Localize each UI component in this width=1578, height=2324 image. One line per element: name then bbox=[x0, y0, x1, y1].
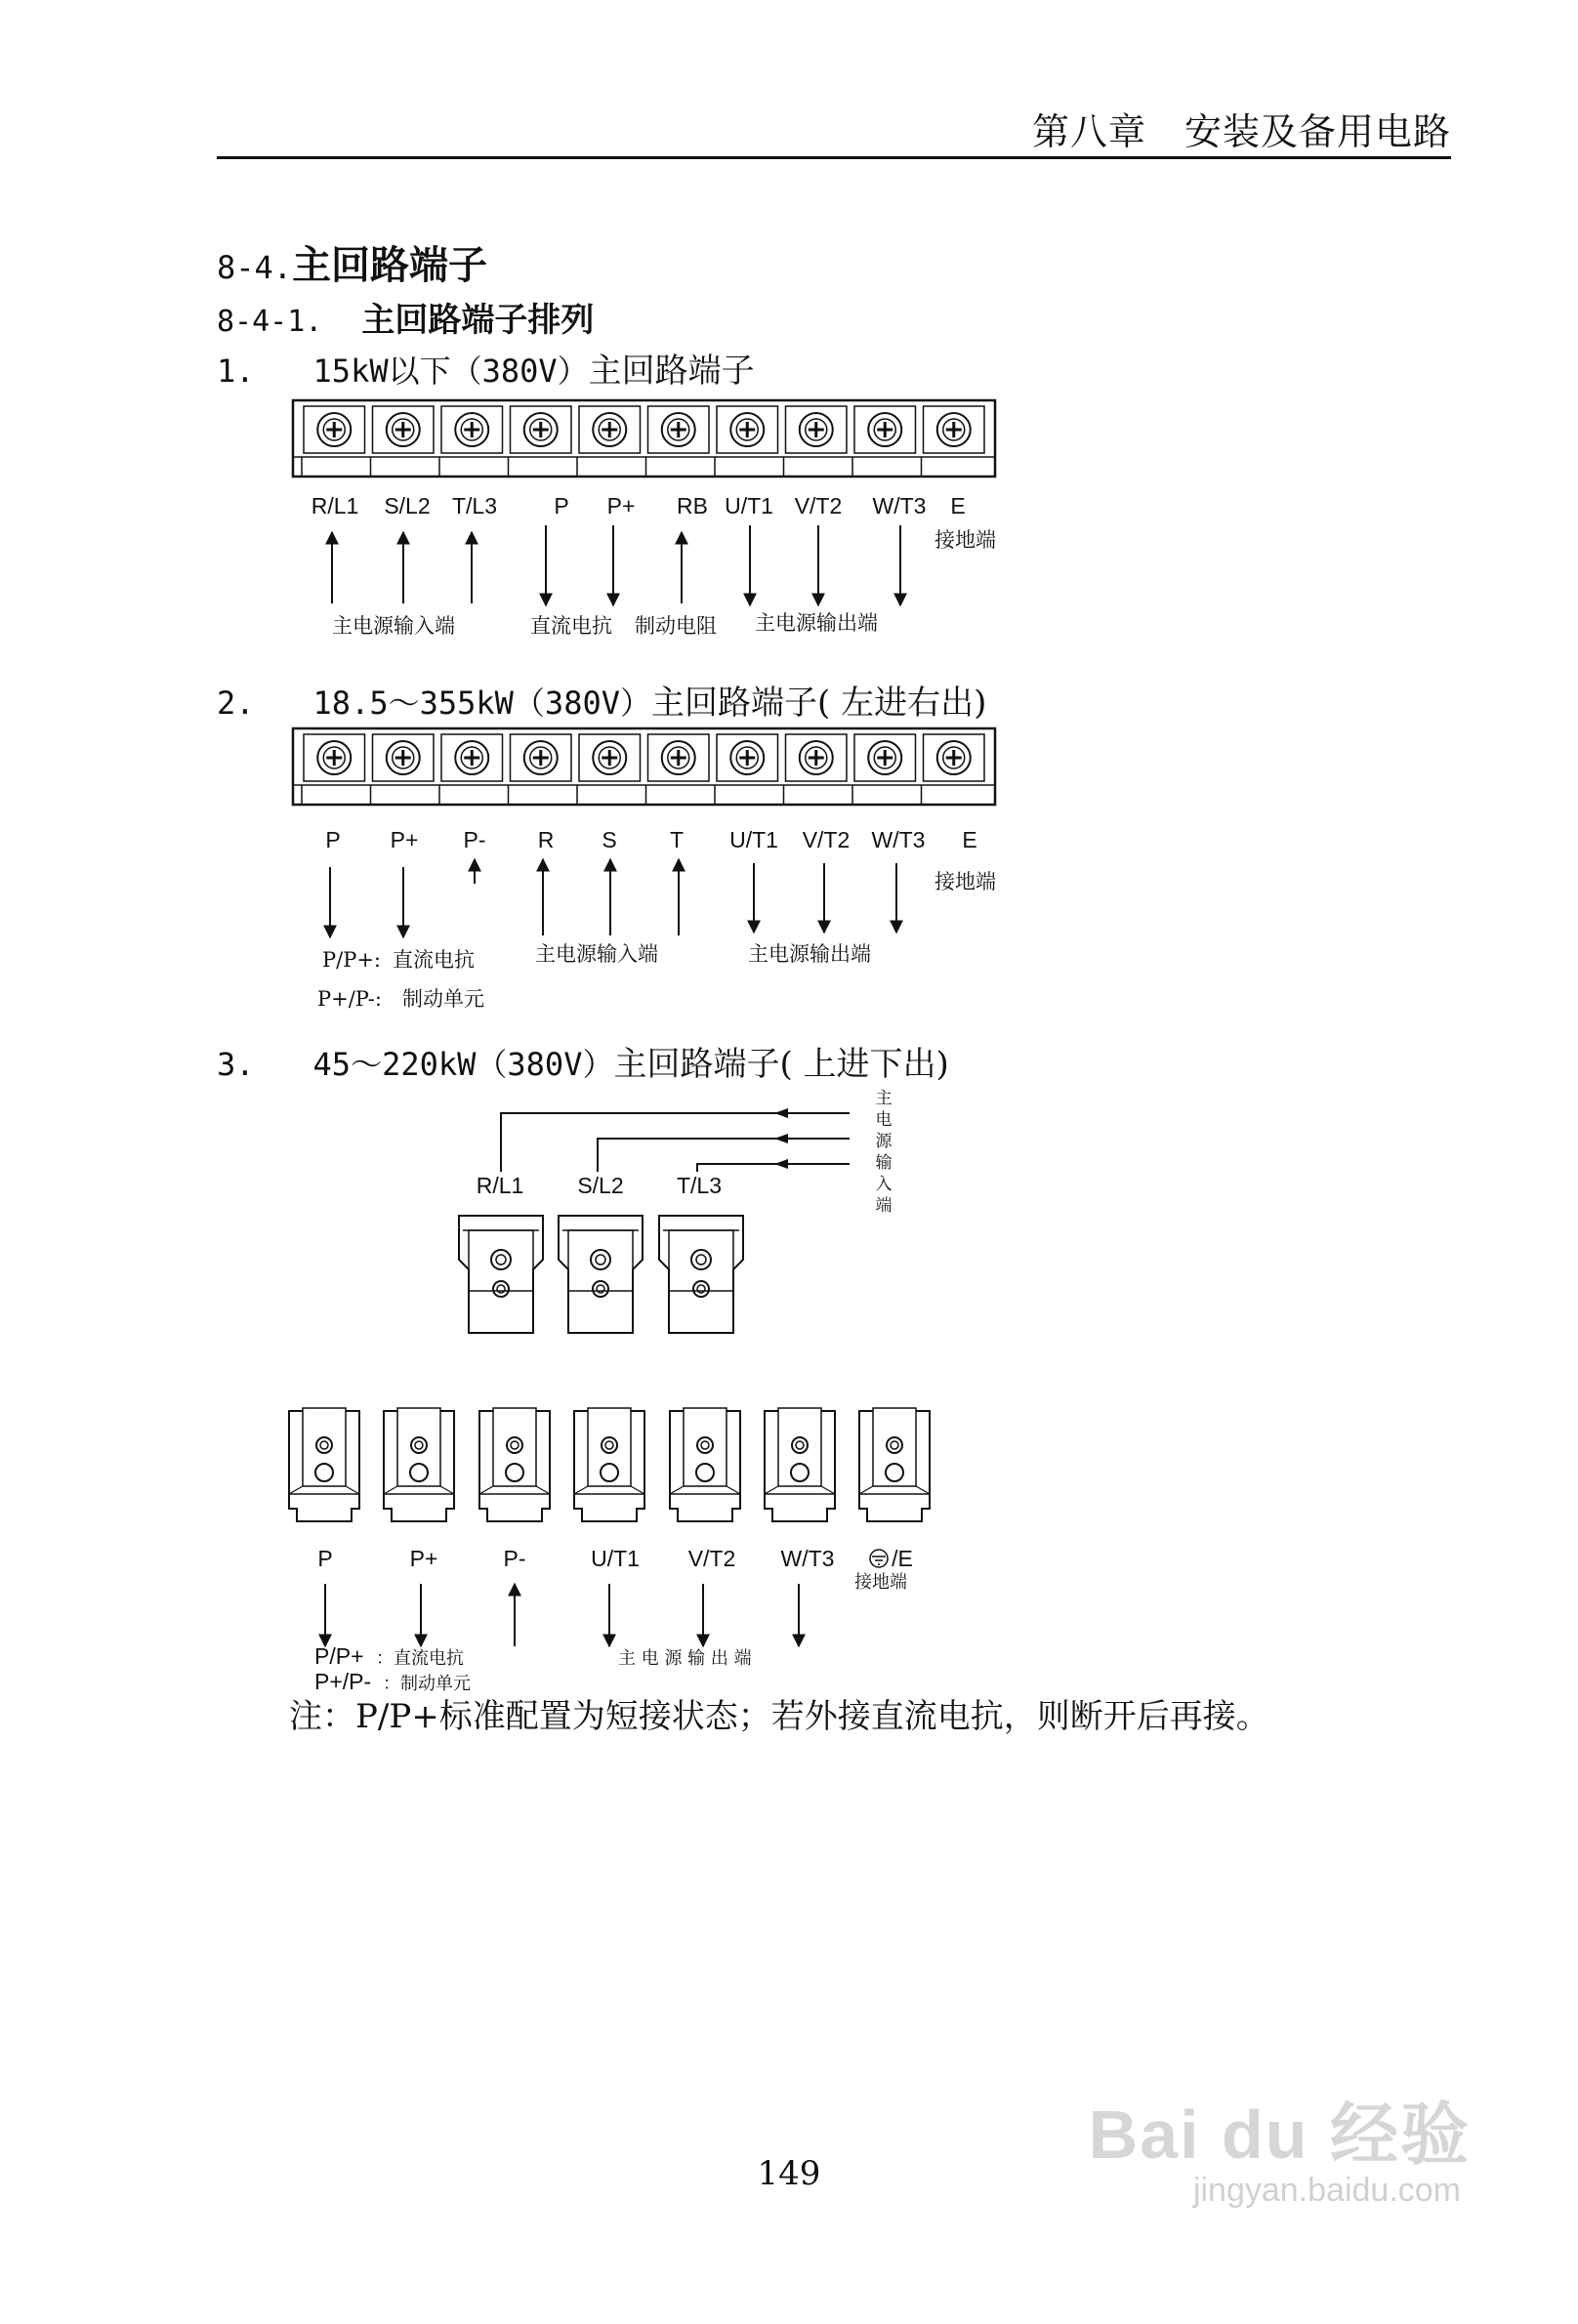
diagram2 bbox=[293, 728, 996, 1011]
diagram3-output-blocks bbox=[289, 1408, 930, 1521]
diagram1-terminal-label-1: S/L2 bbox=[384, 493, 431, 519]
diagram3-caption-pp: P/P+ bbox=[314, 1643, 364, 1669]
diagram3-caption-pm: P+/P- bbox=[314, 1669, 372, 1694]
input-vertical-char-2: 源 bbox=[875, 1132, 893, 1151]
diagram2-caption-pm: P+/P-: bbox=[317, 987, 382, 1011]
section-number: 8-4. bbox=[217, 249, 293, 286]
diagram1-caption-dc-reactor: 直流电抗 bbox=[530, 614, 612, 638]
diagram3-input-label-1: S/L2 bbox=[577, 1173, 624, 1198]
diagram2-caption-pp-text: 直流电抗 bbox=[393, 948, 475, 972]
subsection-title: 主回路端子排列 bbox=[361, 301, 595, 340]
diagram3-input-blocks bbox=[459, 1216, 743, 1333]
diagram2-terminal-strip bbox=[293, 728, 995, 805]
diagram2-ground-label: 接地端 bbox=[934, 870, 996, 893]
diagram1-number: 1. bbox=[217, 353, 255, 390]
output-terminal-block bbox=[859, 1408, 930, 1521]
diagram2-terminal-label-5: T bbox=[669, 827, 685, 852]
diagram3-output-label-5: W/T3 bbox=[780, 1546, 835, 1571]
subsection-number: 8-4-1. bbox=[217, 305, 323, 339]
diagram3-caption-pm-text: ：制动单元 bbox=[383, 1674, 471, 1694]
diagram1-terminal-label-0: R/L1 bbox=[311, 493, 359, 519]
diagram2-caption-output: 主电源输出端 bbox=[748, 942, 871, 966]
diagram2-heading-prefix: 18.5～355kW（380V） bbox=[312, 685, 651, 722]
diagram1-heading-prefix: 15kW以下（380V） bbox=[312, 353, 589, 390]
diagram3-output-label-1: P+ bbox=[409, 1546, 438, 1571]
output-terminal-block bbox=[289, 1408, 359, 1521]
input-vertical-char-0: 主 bbox=[875, 1089, 893, 1108]
input-terminal-block bbox=[559, 1216, 643, 1333]
diagram1-caption-brake-resistor: 制动电阻 bbox=[635, 614, 717, 638]
diagram3-ground-terminal: /E bbox=[892, 1546, 913, 1571]
section-title: 主回路端子 bbox=[292, 242, 488, 288]
diagram2-caption-input: 主电源输入端 bbox=[535, 942, 658, 966]
page-number: 149 bbox=[757, 2154, 821, 2193]
feed-arrow-s bbox=[774, 1134, 788, 1143]
diagram2-terminal-label-7: V/T2 bbox=[802, 827, 851, 852]
input-vertical-char-4: 入 bbox=[875, 1175, 893, 1194]
diagram2-terminal-label-4: S bbox=[602, 827, 617, 852]
diagram1-arrows bbox=[332, 525, 900, 605]
feed-arrow-t bbox=[774, 1159, 788, 1169]
ground-symbol-icon bbox=[870, 1550, 888, 1567]
diagram1-terminal-label-5: RB bbox=[677, 493, 708, 519]
diagram3-output-label-4: V/T2 bbox=[687, 1546, 736, 1571]
diagram3-input-vertical-label bbox=[876, 1089, 893, 1216]
diagram2-terminal-label-3: R bbox=[537, 827, 555, 852]
diagram2-terminal-label-6: U/T1 bbox=[729, 827, 778, 852]
watermark-url: jingyan.baidu.com bbox=[1192, 2172, 1461, 2209]
watermark-brand: Bai du 经验 bbox=[1088, 2096, 1471, 2173]
diagram3-feed-arrowheads bbox=[774, 1108, 788, 1169]
diagram1-terminal-label-8: W/T3 bbox=[872, 493, 927, 519]
diagram1-caption-input: 主电源输入端 bbox=[332, 614, 455, 638]
diagram3-input-feed-lines bbox=[501, 1113, 850, 1172]
diagram1-ground-label: 接地端 bbox=[934, 528, 996, 552]
diagram3-output-label-3: U/T1 bbox=[591, 1546, 640, 1571]
diagram2-arrows bbox=[330, 859, 896, 937]
diagram3-caption-output: 主 电 源 输 出 端 bbox=[618, 1648, 752, 1669]
diagram2-caption-pm-text: 制动单元 bbox=[402, 987, 484, 1011]
diagram3-caption-pp-text: ：直流电抗 bbox=[376, 1648, 464, 1669]
diagram1-heading-suffix: 主回路端子 bbox=[588, 352, 755, 391]
diagram3-heading-suffix: 主回路端子( 上进下出) bbox=[613, 1045, 949, 1084]
diagram3-number: 3. bbox=[217, 1046, 255, 1083]
diagram2-terminal-label-9: E bbox=[962, 827, 977, 852]
diagram2-number: 2. bbox=[217, 685, 255, 722]
diagram2-terminal-label-2: P- bbox=[463, 827, 486, 852]
diagram2-caption-pp: P/P+: bbox=[322, 948, 382, 972]
input-vertical-char-3: 输 bbox=[875, 1153, 893, 1173]
output-terminal-block bbox=[574, 1408, 644, 1521]
diagram3-input-label-0: R/L1 bbox=[476, 1173, 524, 1198]
diagram2-terminal-label-8: W/T3 bbox=[871, 827, 926, 852]
feed-line-s bbox=[598, 1139, 850, 1172]
feed-arrow-r bbox=[774, 1108, 788, 1118]
diagram2-terminal-labels bbox=[325, 827, 976, 852]
diagram1-terminal-label-3: P bbox=[554, 493, 569, 519]
diagram1-terminal-label-6: U/T1 bbox=[725, 493, 773, 519]
output-terminal-block bbox=[479, 1408, 550, 1521]
input-vertical-char-1: 电 bbox=[875, 1110, 893, 1130]
diagram3-output-label-0: P bbox=[317, 1546, 333, 1571]
input-vertical-char-5: 端 bbox=[875, 1196, 893, 1216]
note-text: 注：P/P+标准配置为短接状态；若外接直流电抗，则断开后再接。 bbox=[289, 1697, 1269, 1736]
diagram3-output-label-2: P- bbox=[503, 1546, 526, 1571]
diagram1-terminal-label-2: T/L3 bbox=[451, 493, 498, 519]
output-terminal-block bbox=[384, 1408, 454, 1521]
diagram2-terminal-label-0: P bbox=[325, 827, 341, 852]
feed-line-t bbox=[697, 1164, 850, 1172]
diagram3-heading-prefix: 45～220kW（380V） bbox=[312, 1046, 614, 1083]
diagram1-terminal-labels bbox=[311, 493, 966, 519]
diagram3-input-labels bbox=[477, 1173, 722, 1198]
diagram3-output-labels bbox=[317, 1546, 834, 1571]
diagram1 bbox=[293, 400, 996, 638]
chapter-header: 第八章 安装及备用电路 bbox=[1031, 110, 1451, 153]
diagram2-heading-suffix: 主回路端子( 左进右出) bbox=[651, 684, 987, 723]
diagram1-terminal-strip bbox=[293, 400, 995, 477]
diagram3-ground-label: 接地端 bbox=[854, 1572, 907, 1593]
diagram3 bbox=[289, 1089, 930, 1694]
diagram3-input-label-2: T/L3 bbox=[676, 1173, 723, 1198]
diagram2-terminal-label-1: P+ bbox=[390, 827, 419, 852]
diagram3-arrows bbox=[325, 1584, 799, 1646]
diagram1-terminal-label-4: P+ bbox=[606, 493, 636, 519]
diagram1-terminal-label-7: V/T2 bbox=[794, 493, 843, 519]
input-terminal-block bbox=[459, 1216, 543, 1333]
input-terminal-block bbox=[659, 1216, 743, 1333]
diagram1-terminal-label-9: E bbox=[950, 493, 966, 519]
output-terminal-block bbox=[670, 1408, 740, 1521]
output-terminal-block bbox=[765, 1408, 835, 1521]
diagram1-caption-output: 主电源输出端 bbox=[755, 611, 878, 635]
